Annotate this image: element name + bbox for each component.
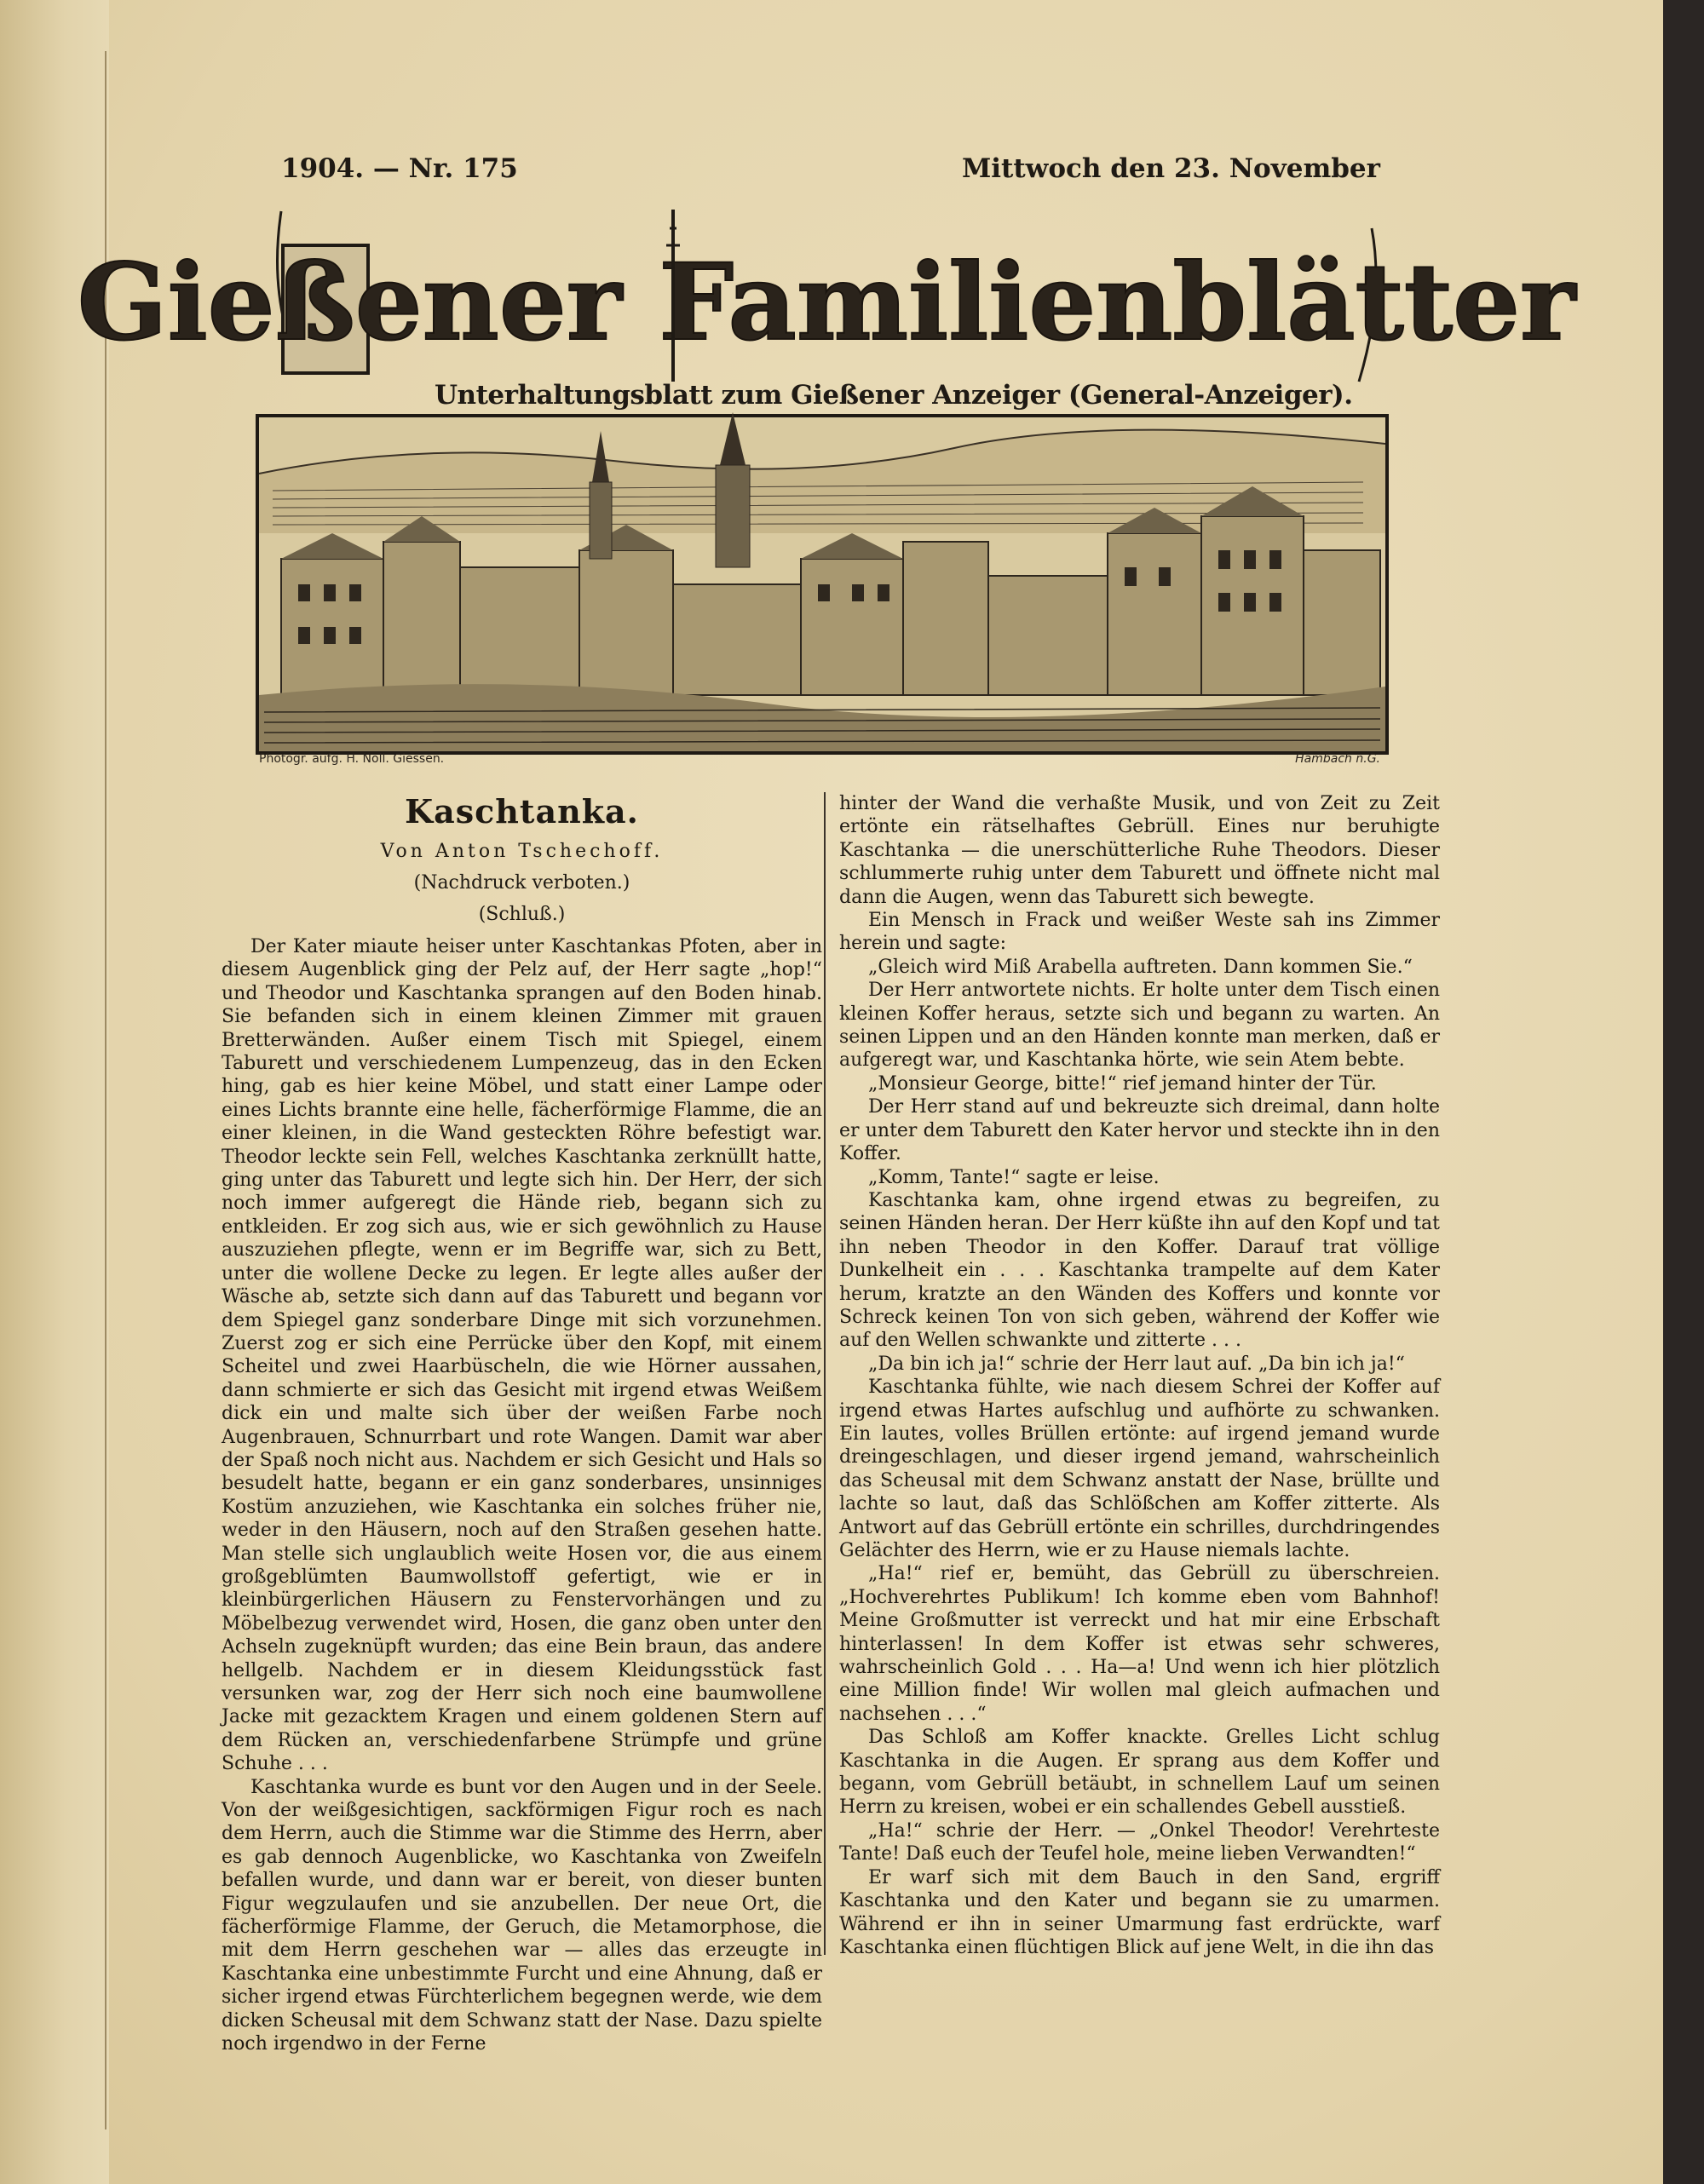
title-text: Gießener Familienblätter [77,241,1576,365]
paragraph: Kaschtanka kam, ohne irgend etwas zu begreifen, zu seinen Händen heran. Der Herr küßte ihn auf den Kopf und tat ihn neben Theodor in den Koffer. Darauf trat völlige Dunkelheit ein . . . Kaschtanka trampelte auf dem Kater herum, kratzte an den Wänden des Koffers und konnte vor Schreck keinen Ton von sich geben, während der Koffer wie auf den Wellen schwankte und zitterte . . . [839,1189,1440,1352]
paragraph: Er warf sich mit dem Bauch in den Sand, ergriff Kaschtanka und den Kater und begann sie zu umarmen. Während er ihn in seiner Umarmung fast erdrückte, warf Kaschtanka einen flüchtigen Blick auf jene Welt, in die ihn das [839,1866,1440,1958]
town-panorama-engraving [256,414,1389,755]
column-rule [824,792,826,1955]
engraver-credit: Hambach n.G. [1295,752,1380,766]
article-column-left [222,792,822,2056]
article-column-right [839,792,1440,1959]
article-byline: Von Anton Tschechoff. [380,841,664,862]
paragraph: Ein Mensch in Frack und weißer Weste sah ins Zimmer herein und sagte: [839,910,1440,955]
reprint-note: (Nachdruck verboten.) [413,872,630,894]
issue-number: 1904. — Nr. 175 [281,153,518,184]
paragraph: Kaschtanka fühlte, wie nach diesem Schrei der Koffer auf irgend etwas Hartes aufschlug und aufhörte zu schwanken. Ein lautes, volles Brüllen ertönte: auf irgend jemand wurde dreingeschlagen, und dieser irgend jemand, wahrscheinlich das Scheusal mit dem Schwanz anstatt der Nase, brüllte und lachte so laut, daß das Schlößchen am Koffer zitterte. Als Antwort auf das Gebrüll ertönte ein schrilles, durchdringendes Gelächter des Herrn, wie er zu Hause niemals lachte. [839,1376,1440,1561]
paragraph: Der Kater miaute heiser unter Kaschtankas Pfoten, aber in diesem Augenblick ging der Pelz auf, der Herr sagte „hop!“ und Theodor und Kaschtanka sprangen auf den Boden hinab. Sie befanden sich in einem kleinen Zimmer mit grauen Bretterwänden. Außer einem Tisch mit Spiegel, einem Taburett und verschiedenem Lumpenzeug, das in den Ecken hing, gab es hier keine Möbel, und statt einer Lampe oder eines Lichts brannte eine helle, fächerförmige Flamme, die an einer kleinen, in die Wand gesteckten Röhre befestigt war. Theodor leckte sein Fell, welches Kaschtanka zerknüllt hatte, ging unter das Taburett und legte sich hin. Der Herr, der sich noch immer aufgeregt die Hände rieb, begann sich zu entkleiden. Er zog sich aus, wie er sich gewöhnlich zu Hause auszuziehen pflegte, wenn er im Begriffe war, sich zu Bett, unter die wollene Decke zu legen. Er legte alles außer der Wäsche ab, setzte sich dann auf das Taburett und begann vor dem Spiegel ganz sonderbare Dinge mit sich vorzunehmen. Zuerst zog er sich eine Perrücke über den Kopf, mit einem Scheitel und zwei Haarbüscheln, die wie Hörner aussahen, dann schmierte er sich das Gesicht mit irgend etwas Weißem dick ein und malte sich über der weißen Farbe noch Augenbrauen, Schnurrbart und rote Wangen. Damit war aber der Spaß noch nicht aus. Nachdem er sich Gesicht und Hals so besudelt hatte, begann er ein ganz sonderbares, unsinniges Kostüm anzuziehen, wie Kaschtanka ein solches früher nie, weder in den Häusern, noch auf den Straßen gesehen hatte. Man stelle sich unglaublich weite Hosen vor, die aus einem großgeblümten Baumwollstoff gefertigt, wie er in kleinbürgerlichen Häusern zu Fenstervorhängen und zu Möbelbezug verwendet wird, Hosen, die ganz oben unter den Achseln zugeknüpft wurden; das eine Bein braun, das andere hellgelb. Nachdem er in diesem Kleidungsstück fast versunken war, zog der Herr sich noch eine baumwollene Jacke mit gezacktem Kragen und einem goldenen Stern auf dem Rücken an, verschiedenfarbene Strümpfe und grüne Schuhe . . . [222,936,822,1775]
church-tower-left [590,482,612,559]
scan-background-edge [1663,0,1704,2184]
paragraph: hinter der Wand die verhaßte Musik, und von Zeit zu Zeit ertönte ein rätselhaftes Gebrüll. Eines nur beruhigte Kaschtanka — die unerschütterliche Ruhe Theodors. Dieser schlummerte ruhig unter dem Taburett und öffnete nicht mal dann die Augen, wenn das Taburett sich bewegte. [839,793,1440,908]
paragraph: „Ha!“ schrie der Herr. — „Onkel Theodor! Verehrteste Tante! Daß euch der Teufel hole, meine lieben Verwandten!“ [839,1819,1440,1865]
paragraph: „Gleich wird Miß Arabella auftreten. Dann kommen Sie.“ [868,956,1413,978]
church-tower-center [716,465,750,567]
issue-date: Mittwoch den 23. November [961,153,1380,184]
article-headline: Kaschtanka. [405,792,639,830]
masthead-title [77,194,1576,390]
paragraph: „Komm, Tante!“ sagte er leise. [868,1166,1160,1188]
paragraph: Kaschtanka wurde es bunt vor den Augen und in der Seele. Von der weißgesichtigen, sackförmigen Figur roch es nach dem Herrn, auch die Stimme war die Stimme des Herrn, aber es gab dennoch Augenblicke, wo Kaschtanka von Zweifeln befallen wurde, und dann war er bereit, von dieser bunten Figur wegzulaufen und sie anzubellen. Der neue Ort, die fächerförmige Flamme, der Geruch, die Metamorphose, die mit dem Herrn geschehen war — alles das erzeugte in Kaschtanka eine unbestimmte Furcht und eine Ahnung, daß er sicher irgend etwas Fürchterlichem begegnen werde, wie dem dicken Scheusal mit dem Schwanz statt der Nase. Dazu spielte noch irgendwo in der Ferne [222,1776,822,2055]
paragraph: Der Herr stand auf und bekreuzte sich dreimal, dann holte er unter dem Taburett den Kater hervor und steckte ihn in den Koffer. [839,1096,1440,1165]
photo-credit: Photogr. aufg. H. Noll. Giessen. [259,752,445,766]
paragraph: „Ha!“ rief er, bemüht, das Gebrüll zu überschreien. „Hochverehrtes Publikum! Ich komme eben vom Bahnhof! Meine Großmutter ist verreckt und hat mir eine Erbschaft hinterlassen! In dem Koffer ist etwas sehr schweres, wahrscheinlich Gold . . . Ha—a! Und wenn ich hier plötzlich eine Million finde! Wir wollen mal gleich aufmachen und nachsehen . . .“ [839,1563,1440,1725]
paragraph: Der Herr antwortete nichts. Er holte unter dem Tisch einen kleinen Koffer heraus, setzte sich und begann zu warten. An seinen Lippen und an den Händen konnte man merken, daß er aufgeregt war, und Kaschtanka hörte, wie sein Atem bebte. [839,980,1440,1072]
paragraph: Das Schloß am Koffer knackte. Grelles Licht schlug Kaschtanka in die Augen. Er sprang aus dem Koffer und begann, vom Gebrüll betäubt, in schnellem Lauf um seinen Herrn zu kreisen, wobei er ein schallendes Gebell ausstieß. [839,1727,1440,1819]
masthead [77,153,1576,767]
masthead-subtitle: Unterhaltungsblatt zum Gießener Anzeiger (General-Anzeiger). [435,380,1353,411]
part-label: (Schluß.) [478,904,566,925]
paragraph: „Monsieur George, bitte!“ rief jemand hinter der Tür. [868,1072,1377,1095]
paragraph: „Da bin ich ja!“ schrie der Herr laut auf. „Da bin ich ja!“ [868,1353,1405,1375]
